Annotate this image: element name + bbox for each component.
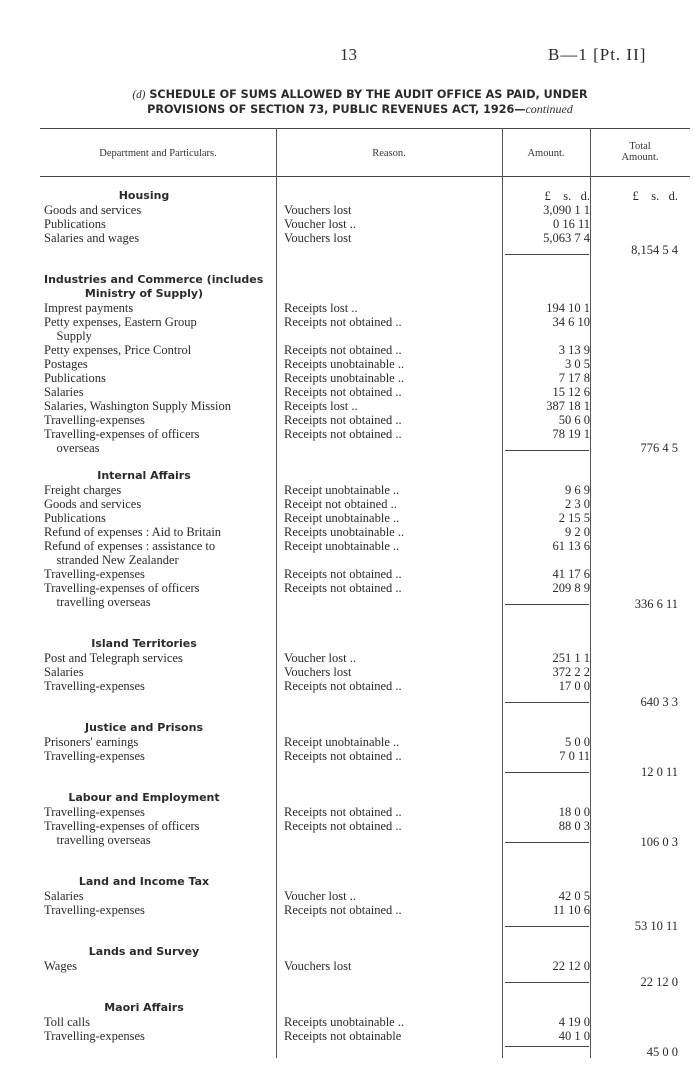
amount: 11 10 6 [552,903,590,917]
particular: Postages [44,357,88,371]
unit-pounds: £ [632,189,639,203]
section-title-maori-affairs: Maori Affairs [104,1001,184,1014]
amount: 387 18 1 [546,399,590,413]
particular: Goods and services [44,203,142,217]
particular: Travelling-expenses [44,805,145,819]
reason: Receipts not obtained .. [284,819,402,833]
reason: Vouchers lost [284,231,352,245]
section-title-housing: Housing [118,189,170,202]
particular: Refund of expenses : assistance to stranded New Zealander [44,539,216,567]
section-total: 8,154 5 4 [631,243,678,257]
section-total: 106 0 3 [640,835,678,849]
particular: Salaries and wages [44,231,140,245]
amount: 3 0 5 [565,357,590,371]
amount: 4 19 0 [558,1015,590,1029]
amount: 50 6 0 [558,413,590,427]
reason: Receipt unobtainable .. [284,511,400,525]
table-header-rule [40,176,690,177]
reason: Receipts not obtained .. [284,805,402,819]
column-header-amount: Amount. [527,148,565,159]
heading-letter: (d) [132,89,146,101]
particular: Toll calls [44,1015,90,1029]
reason: Receipts not obtained .. [284,679,402,693]
reason: Receipts not obtained .. [284,413,402,427]
amount: 7 0 11 [559,749,590,763]
reason: Receipts not obtained .. [284,581,402,595]
amount: 194 10 1 [546,301,590,315]
particular: Publications [44,217,106,231]
subtotal-rule [505,842,589,843]
particular: Travelling-expenses [44,413,145,427]
particular: Salaries [44,665,84,679]
subtotal-rule [505,772,589,773]
reason: Voucher lost .. [284,651,356,665]
particular: Goods and services [44,497,142,511]
amount: 41 17 6 [552,567,590,581]
amount: 3 13 9 [558,343,590,357]
amount: 88 0 3 [558,819,590,833]
reason: Receipts not obtained .. [284,385,402,399]
amount: 42 0 5 [558,889,590,903]
particular: Post and Telegraph services [44,651,183,665]
total-currency-units [596,189,678,203]
particular: Prisoners' earnings [44,735,139,749]
heading-continued: continued [525,102,573,116]
column-header-total-line2: Amount. [621,152,659,163]
reason: Receipts not obtained .. [284,749,402,763]
amount: 0 16 11 [552,217,590,231]
particular: Travelling-expenses [44,567,145,581]
particular: Travelling-expenses [44,1029,145,1043]
amount: 78 19 1 [552,427,590,441]
amount: 251 1 1 [552,651,590,665]
amount: 17 0 0 [558,679,590,693]
section-title-internal-affairs: Internal Affairs [97,469,191,482]
section-title-labour: Labour and Employment [68,791,220,804]
particular: Publications [44,511,106,525]
heading-line-2 [60,102,660,117]
amount: 22 12 0 [552,959,590,973]
section-total: 640 3 3 [640,695,678,709]
amount-currency-units [500,189,590,203]
section-total: 12 0 11 [640,765,678,779]
column-header-total-line1: Total [629,141,651,152]
amount: 18 0 0 [558,805,590,819]
column-header-total [590,141,690,163]
reason: Receipts not obtained .. [284,343,402,357]
document-reference: B—1 [Pt. II] [548,45,647,64]
particular: Petty expenses, Price Control [44,343,192,357]
amount: 40 1 0 [558,1029,590,1043]
unit-pounds: £ [544,189,551,203]
schedule-heading [60,88,660,117]
subtotal-rule [505,450,589,451]
reason: Receipts lost .. [284,301,358,315]
section-total: 776 4 5 [640,441,678,455]
section-title-land-income-tax: Land and Income Tax [78,875,210,888]
section-title-industries: Industries and Commerce (includes Ministry of Supply) [44,273,264,300]
amount: 61 13 6 [552,539,590,553]
column-header-reason: Reason. [372,148,406,159]
subtotal-rule [505,604,589,605]
reason: Receipts unobtainable .. [284,357,405,371]
amount: 5 0 0 [565,735,590,749]
reason: Receipts lost .. [284,399,358,413]
particular: Freight charges [44,483,122,497]
reason: Receipts unobtainable .. [284,525,405,539]
reason: Receipt unobtainable .. [284,539,400,553]
unit-pence: d. [580,189,590,203]
heading-line-1 [60,88,660,102]
reason: Receipt not obtained .. [284,497,397,511]
amount: 2 3 0 [565,497,590,511]
amount: 9 6 9 [565,483,590,497]
subtotal-rule [505,982,589,983]
reason: Receipts unobtainable .. [284,1015,405,1029]
particular: Travelling-expenses of officers travelling overseas [44,581,200,609]
reason: Receipts not obtained .. [284,567,402,581]
subtotal-rule [505,1046,589,1047]
reason: Receipts not obtained .. [284,427,402,441]
reason: Voucher lost .. [284,889,356,903]
particular: Travelling-expenses [44,679,145,693]
heading-text-2: PROVISIONS OF SECTION 73, PUBLIC REVENUES ACT, 1926— [147,103,526,116]
reason: Receipts not obtainable [284,1029,402,1043]
reason: Vouchers lost [284,203,352,217]
particular: Travelling-expenses [44,749,145,763]
reason: Voucher lost .. [284,217,356,231]
subtotal-rule [505,254,589,255]
particular: Imprest payments [44,301,134,315]
section-total: 22 12 0 [640,975,678,989]
heading-text-1: SCHEDULE OF SUMS ALLOWED BY THE AUDIT OFFICE AS PAID, UNDER [149,88,588,101]
particular: Travelling-expenses [44,903,145,917]
reason: Vouchers lost [284,959,352,973]
particular: Wages [44,959,78,973]
section-title-lands-survey: Lands and Survey [88,945,200,958]
particular: Petty expenses, Eastern Group Supply [44,315,197,343]
particular: Salaries, Washington Supply Mission [44,399,231,413]
section-title-justice: Justice and Prisons [84,721,203,734]
particular: Salaries [44,889,84,903]
reason: Receipts not obtained .. [284,903,402,917]
particular: Travelling-expenses of officers travelling overseas [44,819,200,847]
unit-shillings: s. [563,189,572,203]
column-divider-department [276,128,277,1058]
unit-pence: d. [668,189,678,203]
amount: 2 15 5 [558,511,590,525]
column-divider-amount [590,128,591,1058]
subtotal-rule [505,702,589,703]
reason: Receipts not obtained .. [284,315,402,329]
amount: 5,063 7 4 [543,231,590,245]
amount: 9 2 0 [565,525,590,539]
section-total: 53 10 11 [634,919,678,933]
amount: 3,090 1 1 [543,203,590,217]
page-number: 13 [340,45,357,64]
subtotal-rule [505,926,589,927]
amount: 7 17 8 [558,371,590,385]
section-total: 336 6 11 [634,597,678,611]
section-total: 45 0 0 [646,1045,678,1059]
reason: Receipt unobtainable .. [284,735,400,749]
section-title-island-territories: Island Territories [91,637,197,650]
particular: Travelling-expenses of officers overseas [44,427,200,455]
column-header-department: Department and Particulars. [99,148,217,159]
unit-shillings: s. [651,189,660,203]
reason: Receipt unobtainable .. [284,483,400,497]
particular: Refund of expenses : Aid to Britain [44,525,222,539]
reason: Receipts unobtainable .. [284,371,405,385]
particular: Publications [44,371,106,385]
amount: 34 6 10 [552,315,590,329]
reason: Vouchers lost [284,665,352,679]
amount: 209 8 9 [552,581,590,595]
amount: 15 12 6 [552,385,590,399]
table-top-rule [40,128,690,129]
amount: 372 2 2 [552,665,590,679]
particular: Salaries [44,385,84,399]
